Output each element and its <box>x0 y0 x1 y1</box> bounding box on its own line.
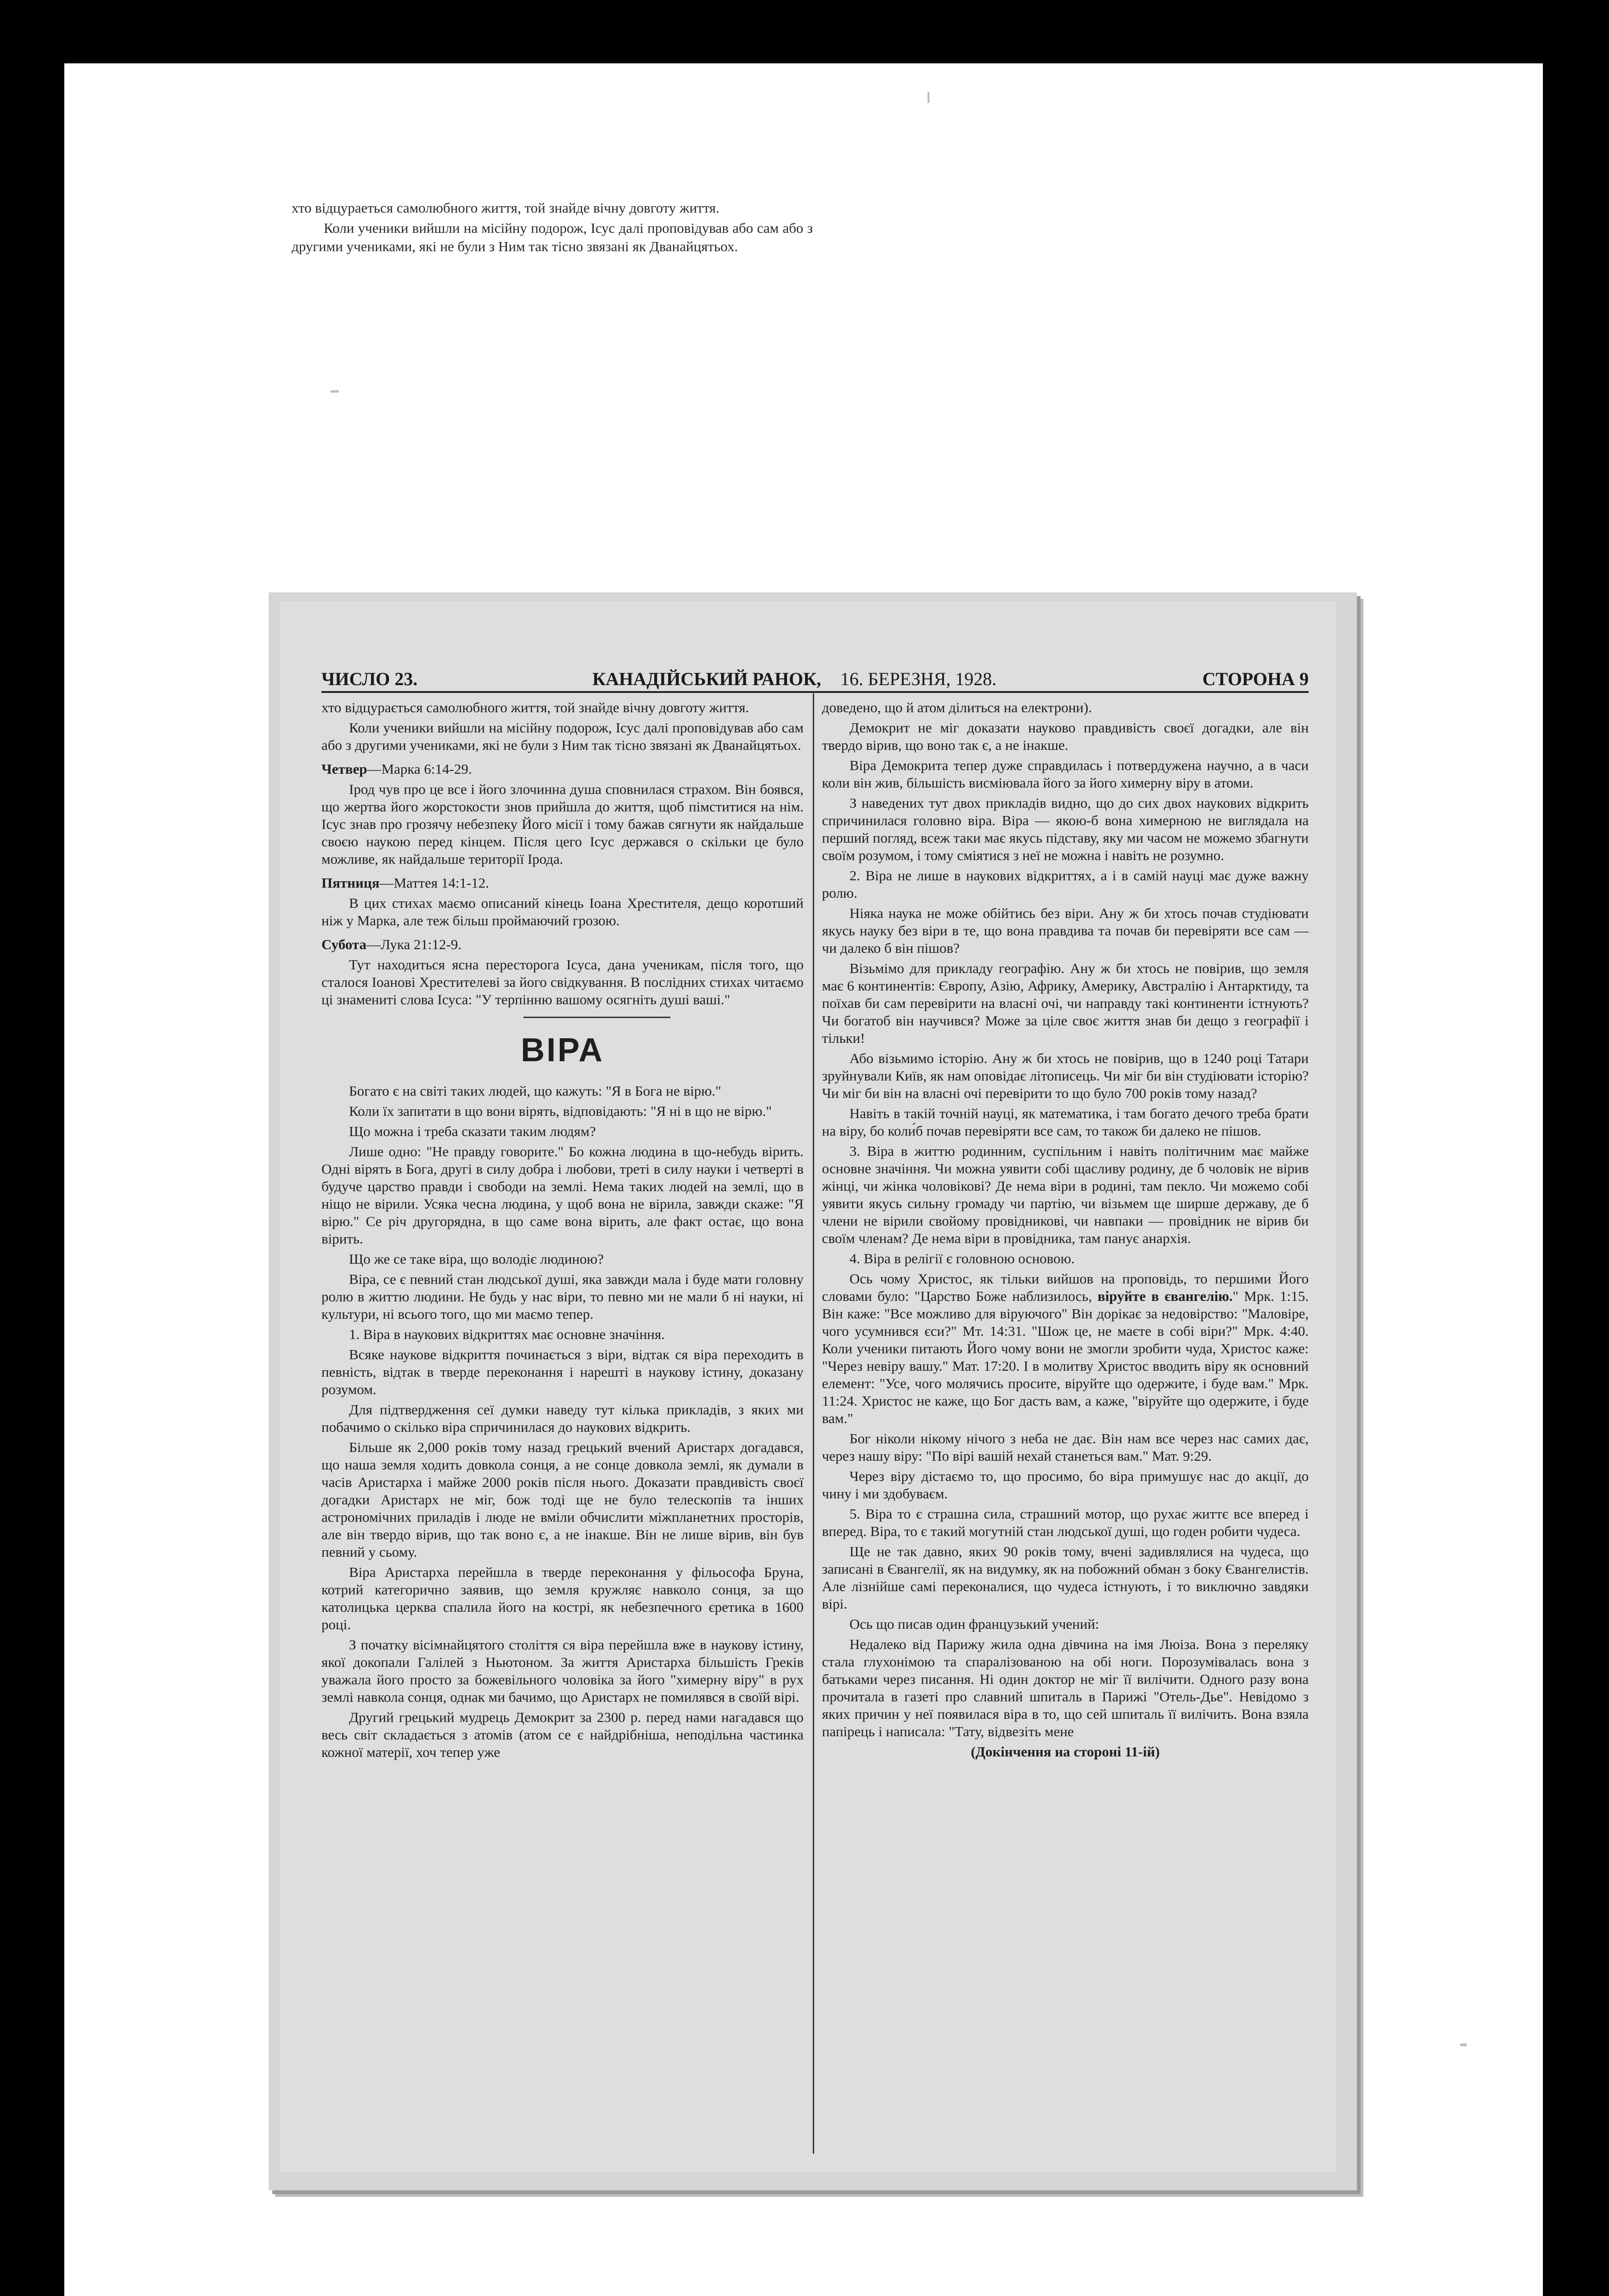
reading-saturday <box>321 936 804 953</box>
reading-friday <box>321 874 804 892</box>
issue-number: ЧИСЛО 23. <box>321 669 418 689</box>
day-label: Субота <box>321 936 366 952</box>
paragraph: Ніяка наука не може обійтись без віри. Ану ж би хтось почав студіювати якусь науку без віри в те, що вона правдива та почав би перевіряти все сам — чи далеко б він пішов? <box>822 905 1309 956</box>
paragraph: Віра Аристарха перейшла в тверде переконання у фільософа Бруна, котрий категорично заявив, що земля кружляє навколо сонця, за що католицька церква спалила його на кострі, як небезпечного єретика в 1600 році. <box>321 1564 804 1632</box>
paragraph: Через віру дістаємо то, що просимо, бо віра примушує нас до акції, до чину і ми здобуваєм. <box>822 1468 1309 1502</box>
paragraph: Демокрит не міг доказати науково правдивість своєї догадки, але він твердо вірив, що воно так є, а не інакше. <box>822 720 1309 753</box>
paragraph: З початку вісімнайцятого століття ся віра перейшла вже в наукову істину, якої докопали Галілей з Ньютоном. За життя Аристарха більшість Греків уважала його просто за божевільного чоловіка за його "химерну віру" в рух землі навкола сонця, однак ми бачимо, що Аристарх не помилявся в своїй вірі. <box>321 1637 804 1705</box>
scripture-ref: —Марка 6:14-29. <box>367 761 472 777</box>
fragment-paragraph: хто відцураеться самолюбного життя, той знайде вічну довготу життя. <box>292 200 720 216</box>
paragraph: 5. Віра то є страшна сила, страшний мотор, що рухає життє все вперед і вперед. Віра, то є такий могутній стан людської душі, що годен робити чудеса. <box>822 1506 1309 1539</box>
reading-thursday <box>321 760 804 778</box>
continuation-note: (Докінчення на стороні 11-ій) <box>971 1744 1160 1760</box>
paragraph: доведено, що й атом ділиться на електрони). <box>822 699 1092 715</box>
paragraph: Ще не так давно, яких 90 років тому, вчені задивлялися на чудеса, що записані в Євангелії, як на видумку, як на побожний обман з боку Євангелистів. Але лізнійше самі переконалися, що чудеса істнують, і то виключно завдяки вірі. <box>822 1543 1309 1612</box>
scan-speck <box>331 390 339 393</box>
paragraph: Ірод чув про це все і його злочинна душа сповнилася страхом. Він боявся, що жертва його жорстокости знов прийшла до життя, щоб пімститися на нім. Ісус знав про грозячу небезпеку Його місії і тому бажав сягнути як найдальше своєю наукою перед кінцем. Після цего Ісус держався о скільки це було можливе, як найдальше території Ірода. <box>321 781 804 867</box>
paragraph: Що можна і треба сказати таким людям? <box>349 1123 596 1139</box>
page-number: СТОРОНА 9 <box>1202 669 1309 689</box>
article-title: ВІРА <box>521 1032 604 1069</box>
section-divider <box>523 1017 670 1018</box>
paragraph: В цих стихах маємо описаний кінець Іоана Хрестителя, дещо коротший ніж у Марка, але теж більш проймаючий грозою. <box>321 895 804 929</box>
paragraph: Ось що писав один французький учений: <box>850 1616 1099 1632</box>
paragraph: Всяке наукове відкриття починається з віри, відтак ся віра переходить в певність, відтак в тверде переконання і нарешті в наукову істину, доказану розумом. <box>321 1346 804 1397</box>
scripture-ref: —Лука 21:12-9. <box>366 936 462 952</box>
scripture-ref: —Маттея 14:1-12. <box>379 875 489 891</box>
scan-speck <box>928 92 929 103</box>
previous-page-fragment <box>292 199 813 258</box>
paragraph: хто відцурається самолюбного життя, той знайде вічну довготу життя. <box>321 699 749 715</box>
paragraph: Що же се таке віра, що володіє людиною? <box>349 1251 604 1267</box>
paragraph: Віра, се є певний стан людської душі, яка завжди мала і буде мати головну ролю в життю людини. Не будь у нас віри, то певно ми не мали б ні науки, ні культури, ні всього того, що ми маємо тепер. <box>321 1271 804 1322</box>
paragraph: Віра Демокрита тепер дуже справдилась і потвердужена научно, а в часи коли він жив, більшість висміювала його за його химерну віру в атоми. <box>822 757 1309 791</box>
issue-date: 16. БЕРЕЗНЯ, 1928. <box>840 669 997 689</box>
paragraph: Недалеко від Парижу жила одна дівчина на імя Люіза. Вона з переляку стала глухонімою та спаралізованою на обі ноги. Порозумівалась вона з батьками через писання. Ні один доктор не міг її вилічити. Одного разу вона прочитала в газеті про славний шпиталь в Парижі "Отель-Дье". Невідомо з яких причин у неї появилася віра в то, що сей шпиталь її вилічить. Вона взяла папірець і написала: "Тату, відвезіть мене <box>822 1636 1309 1739</box>
paragraph: Другий грецький мудрець Демокрит за 2300 р. перед нами нагадався що весь світ складається з атомів (атом се є найдрібніша, неподільна частинка кожної матерії, хоч тепер уже <box>321 1709 804 1760</box>
paragraph: Для підтвердження сеї думки наведу тут кілька прикладів, з яких ми побачимо о скілько віра спричинилася до наукових відкрить. <box>321 1401 804 1435</box>
fragment-paragraph: Коли ученики вийшли на місійну подорож, Ісус далі проповідував або сам або з другими учениками, які не були з Ним так тісно звязані як Дванайцятьох. <box>292 220 813 254</box>
day-label: Четвер <box>321 761 367 777</box>
paragraph: 2. Віра не лише в наукових відкриттях, а і в самій науці має дуже важну ролю. <box>822 867 1309 901</box>
paragraph: 4. Віра в релігії є головною основою. <box>850 1250 1075 1266</box>
newspaper-title: КАНАДІЙСЬКИЙ РАНОК, <box>592 669 821 689</box>
paragraph: Більше як 2,000 років тому назад грецький вчений Аристарх догадався, що наша земля ходить довкола сонця, а не сонце довкола землі, як думали в часів Аристарха і майже 2000 років після нього. Доказати правдивість своєї догадки Аристарх не міг, бож тоді ще не було телескопів та інших астрономічних приладів і люде не вміли обчислити міжпланетних просторів, але він твердо вірив, що так воно є, а не інакше. Він не лише вірив, він був певний у сьому. <box>321 1439 804 1560</box>
paragraph: З наведених тут двох прикладів видно, що до сих двох наукових відкрить спричинилася головно віра. Віра — якою-б вона химерною не виглядала на перший погляд, всеж таки має якусь підставу, яку ми часом не можемо збагнути своїм розумом, і тому сміятися з неї не можна і навіть не розумно. <box>822 795 1309 863</box>
text-run: Ось чому Христос, як тільки вийшов на проповідь, то першими Його словами було: "Царство Боже наблизилось, <box>822 1271 1309 1304</box>
paragraph: Тут находиться ясна пересторога Ісуса, дана ученикам, після того, що сталося Іоанові Хрестителеві за його свідкування. В послідних стихах читаємо ці знамениті слова Ісуса: "У терпінню вашому осягніть душі ваші." <box>321 957 804 1007</box>
day-label: Пятниця <box>321 875 380 891</box>
scan-speck <box>1460 2043 1467 2046</box>
paragraph: Богато є на світі таких людей, що кажуть: "Я в Бога не вірю." <box>349 1083 721 1099</box>
paragraph: Коли ученики вийшли на місійну подорож, Ісус далі проповідував або сам або з другими учениками, які не були з Ним так тісно звязані як Дванайцятьох. <box>321 720 804 753</box>
paragraph: Навіть в такій точній науці, як математика, і там богато дечого треба брати на віру, бо коли́б почав перевіряти все сам, то також би далеко не пішов. <box>822 1105 1309 1139</box>
paragraph: Коли їх запитати в що вони вірять, відповідають: "Я ні в що не вірю." <box>349 1103 772 1119</box>
paragraph: Лише одно: "Не правду говорите." Бо кожна людина в що-небудь вірить. Одні вірять в Бога, другі в силу добра і любови, треті в силу науки і четверті в будуче царство правди і свободи на землі. Нема таких людей на землі, що в ніщо не вірили. Усяка чесна людина, у щоб вона не вірила, завжди скаже: "Я вірю." Се річ другорядна, в що саме вона вірить, але факт остає, що вона вірить. <box>321 1143 804 1247</box>
paragraph: Або візьмимо історію. Ану ж би хтось не повірив, що в 1240 році Татари зруйнували Київ, як нам оповідає літописець. Чи міг би він студіювати історію? Чи міг би він на власні очі перевірити то що було 700 років тому назад? <box>822 1050 1309 1101</box>
paragraph: 3. Віра в життю родинним, суспільним і навіть політичним має майже основне значіння. Чи можна уявити собі щасливу родину, де б чоловік не вірив жінці, чи жінка чоловікові? Де нема віри в родині, там пекло. Чи можемо собі уявити якусь сильну громаду чи партію, чи візьмем ще ширше державу, де б члени не вірили свойому провідникові, чи навпаки — провідник не вірив би своїм членам? Де нема віри в провідника, там панує анархія. <box>822 1143 1309 1246</box>
paragraph: 1. Віра в наукових відкриттях має основне значіння. <box>349 1326 665 1342</box>
left-column <box>321 699 804 1764</box>
page-header <box>321 668 1309 691</box>
emphasis-text: вірyйте в євангелію. <box>1097 1288 1233 1304</box>
paragraph <box>822 1270 1309 1427</box>
paragraph: Бог ніколи нікому нічого з неба не дає. Він нам все через нас самих дає, через нашу віру: "По вірі вашій нехай станеться вам." Мат. 9:29. <box>822 1430 1309 1464</box>
right-column <box>822 699 1309 1763</box>
header-rule <box>321 691 1309 693</box>
paragraph: Візьмімо для прикладу географію. Ану ж би хтось не повірив, що земля має 6 континентів: Європу, Азію, Африку, Америку, Австралію і Антарктиду, та поїхав би сам перевірити на власні очі, чи направду такі континенти істнують? Чи богатоб він научився? Може за ціле своє життя знав би дещо з географії і тільки! <box>822 960 1309 1046</box>
text-run: " Мрк. 1:15. Він каже: "Все можливо для віруючого" Він дорікає за недовірство: "Маловіре, чого усумнився єси?" Мт. 14:31. "Шож це, не маєте в собі віри?" Мрк. 4:40. Коли ученики питають Його чому вони не змогли зробити чуда, Христос каже: "Через невіру вашу." Мат. 17:20. І в молитву Христос вводить віру як основний елемент: "Усе, чого молячись просите, віруйте що одержите, і буде вам." Мрк. 11:24. Христос не каже, що Бог дасть вам, а каже, "віруйте що одержите, і буде вам." <box>822 1288 1309 1426</box>
column-divider <box>813 693 814 2154</box>
